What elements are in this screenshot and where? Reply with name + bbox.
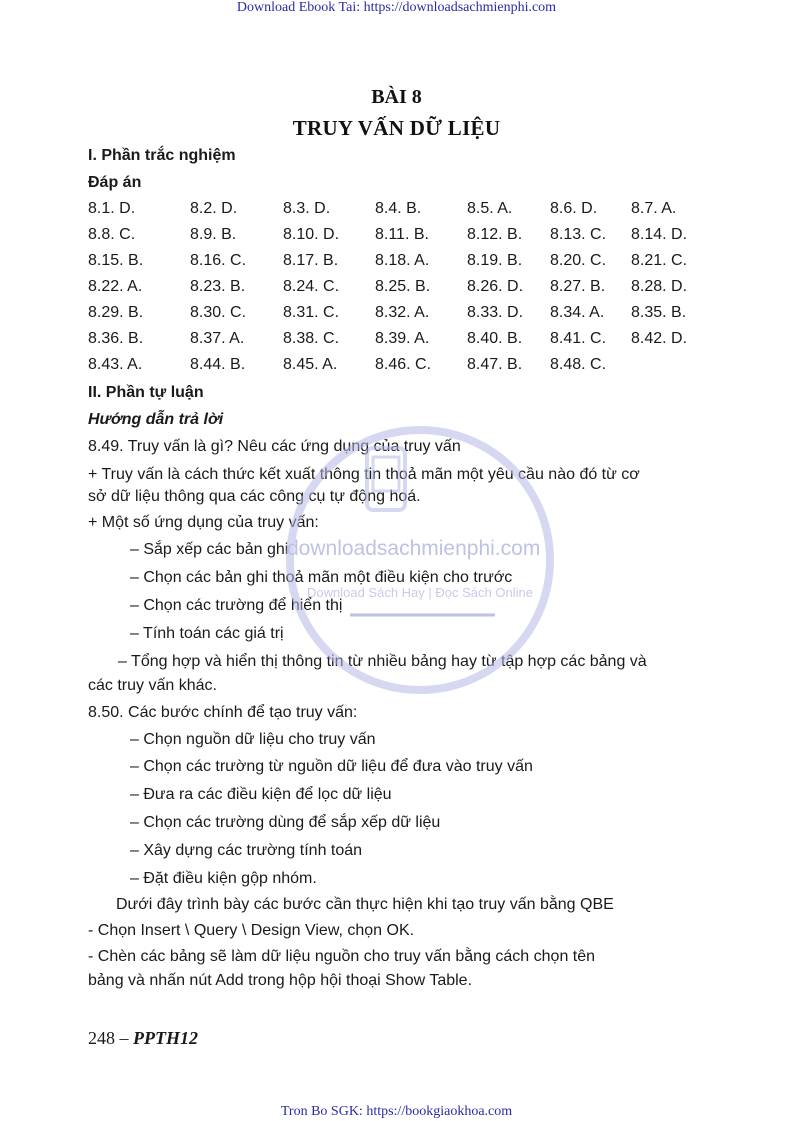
answer-cell: 8.21. C. [631, 252, 688, 269]
answer-cell: 8.43. A. [88, 356, 143, 373]
answer-cell: 8.33. D. [467, 304, 524, 321]
answer-cell: 8.40. B. [467, 330, 523, 347]
answer-cell: 8.6. D. [550, 200, 598, 217]
answer-cell: 8.38. C. [283, 330, 340, 347]
part2-heading: II. Phần tự luận [88, 384, 204, 401]
answer-cell: 8.36. B. [88, 330, 144, 347]
answer-cell: 8.5. A. [467, 200, 513, 217]
guide-subheading: Hướng dẫn trả lời [88, 411, 224, 428]
answer-cell: 8.20. C. [550, 252, 607, 269]
watermark-site: downloadsachmienphi.com [287, 537, 541, 560]
definition-line-2: sở dữ liệu thông qua các công cụ tự động hoá. [88, 488, 421, 505]
answer-cell: 8.23. B. [190, 278, 246, 295]
application-item: – Chọn các trường để hiển thị [130, 597, 343, 614]
step-item: – Xây dựng các trường tính toán [130, 842, 363, 859]
answer-cell: 8.46. C. [375, 356, 432, 373]
step-item: – Chọn các trường từ nguồn dữ liệu để đưa vào truy vấn [130, 758, 533, 775]
answer-cell: 8.30. C. [190, 304, 247, 321]
header-download-link[interactable]: Download Ebook Tai: https://downloadsachmienphi.com [236, 0, 557, 15]
answer-cell: 8.14. D. [631, 226, 688, 243]
answer-cell: 8.25. B. [375, 278, 431, 295]
answer-cell: 8.41. C. [550, 330, 607, 347]
answer-cell: 8.10. D. [283, 226, 340, 243]
answer-cell: 8.35. B. [631, 304, 687, 321]
application-item: – Tổng hợp và hiển thị thông tin từ nhiều bảng hay từ tập hợp các bảng và [118, 653, 647, 670]
step-item: – Đặt điều kiện gộp nhóm. [130, 870, 317, 887]
answer-cell: 8.42. D. [631, 330, 688, 347]
answer-cell: 8.44. B. [190, 356, 246, 373]
application-item: – Tính toán các giá trị [130, 625, 284, 642]
answer-cell: 8.24. C. [283, 278, 340, 295]
answer-cell: 8.7. A. [631, 200, 677, 217]
qbe-step-2-line-1: - Chèn các bảng sẽ làm dữ liệu nguồn cho truy vấn bằng cách chọn tên [88, 948, 596, 965]
answer-cell: 8.37. A. [190, 330, 245, 347]
applications-intro: + Một số ứng dụng của truy vấn: [88, 514, 319, 531]
answer-cell: 8.48. C. [550, 356, 607, 373]
answer-cell: 8.29. B. [88, 304, 144, 321]
answer-cell: 8.32. A. [375, 304, 430, 321]
answer-cell: 8.16. C. [190, 252, 247, 269]
answer-cell: 8.26. D. [467, 278, 524, 295]
definition-line-1: + Truy vấn là cách thức kết xuất thông tin thoả mãn một yêu cầu nào đó từ cơ [88, 466, 640, 483]
page-footer [88, 1028, 198, 1049]
question-8-50: 8.50. Các bước chính để tạo truy vấn: [88, 704, 358, 721]
answer-cell: 8.11. B. [375, 226, 429, 243]
answer-cell: 8.47. B. [467, 356, 523, 373]
answer-cell: 8.13. C. [550, 226, 607, 243]
part1-heading: I. Phần trắc nghiệm [88, 147, 236, 164]
answer-cell: 8.2. D. [190, 200, 238, 217]
answer-cell: 8.27. B. [550, 278, 606, 295]
lesson-title: TRUY VẤN DỮ LIỆU [292, 116, 501, 140]
answer-cell: 8.15. B. [88, 252, 144, 269]
lesson-number: BÀI 8 [371, 86, 422, 108]
qbe-step-2-line-2: bảng và nhấn nút Add trong hộp hội thoại Show Table. [88, 972, 473, 989]
answer-cell: 8.28. D. [631, 278, 688, 295]
answer-cell: 8.45. A. [283, 356, 338, 373]
application-item: – Sắp xếp các bản ghi [130, 541, 289, 558]
answer-cell: 8.18. A. [375, 252, 430, 269]
answer-cell: 8.31. C. [283, 304, 340, 321]
step-item: – Chọn nguồn dữ liệu cho truy vấn [130, 731, 376, 748]
answer-cell: 8.22. A. [88, 278, 143, 295]
application-item-continued: các truy vấn khác. [88, 677, 217, 694]
footer-separator: – [115, 1028, 133, 1048]
answer-cell: 8.8. C. [88, 226, 136, 243]
step-item: – Chọn các trường dùng để sắp xếp dữ liệu [130, 814, 441, 831]
answer-cell: 8.19. B. [467, 252, 523, 269]
answer-cell: 8.17. B. [283, 252, 339, 269]
answer-cell: 8.34. A. [550, 304, 605, 321]
step-item: – Đưa ra các điều kiện để lọc dữ liệu [130, 786, 392, 803]
answer-cell: 8.9. B. [190, 226, 237, 243]
answer-cell: 8.4. B. [375, 200, 422, 217]
answer-cell: 8.3. D. [283, 200, 331, 217]
book-code: PPTH12 [133, 1028, 198, 1048]
footer-sgk-link[interactable]: Tron Bo SGK: https://bookgiaokhoa.com [280, 1104, 513, 1119]
question-8-49: 8.49. Truy vấn là gì? Nêu các ứng dụng của truy vấn [88, 438, 461, 455]
qbe-step-1: - Chọn Insert \ Query \ Design View, chọn OK. [88, 922, 415, 939]
page-number: 248 [88, 1028, 115, 1048]
watermark-tagline: Download Sách Hay | Đọc Sách Online [307, 585, 533, 600]
answer-cell: 8.39. A. [375, 330, 430, 347]
answers-subheading: Đáp án [88, 174, 142, 191]
answer-cell: 8.1. D. [88, 200, 136, 217]
answer-cell: 8.12. B. [467, 226, 523, 243]
application-item: – Chọn các bản ghi thoả mãn một điều kiện cho trước [130, 569, 513, 586]
qbe-intro: Dưới đây trình bày các bước cần thực hiện khi tạo truy vấn bằng QBE [116, 896, 614, 913]
